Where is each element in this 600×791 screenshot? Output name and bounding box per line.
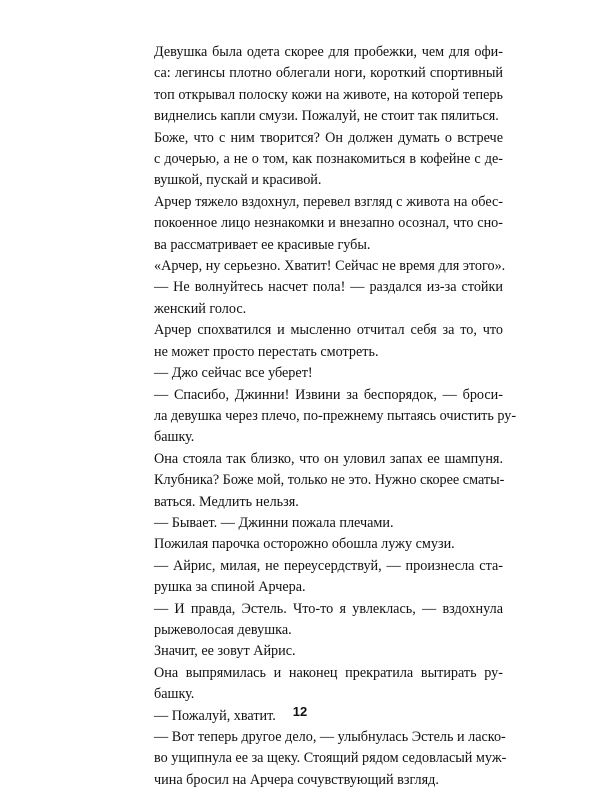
paragraph	[133, 449, 503, 513]
text-line: Клубника? Боже мой, только не это. Нужно скорее сматы-	[154, 472, 505, 489]
text-line: вушкой, пускай и красивой.	[154, 172, 322, 189]
text-line: Она стояла так близко, что он уловил запах ее шампуня.	[154, 450, 503, 467]
paragraph	[133, 513, 503, 534]
text-line: во ущипнула ее за щеку. Стоящий рядом седовласый муж-	[154, 750, 507, 767]
text-line: — Айрис, милая, не переусердствуй, — произнесла ста-	[154, 557, 503, 574]
text-line: — Спасибо, Джинни! Извини за беспорядок, — броси-	[154, 386, 503, 403]
text-line: Она выпрямилась и наконец прекратила вытирать ру-	[154, 664, 503, 681]
paragraph	[133, 42, 503, 128]
text-line: Пожилая парочка осторожно обошла лужу смузи.	[154, 536, 455, 553]
paragraph	[133, 599, 503, 642]
text-line: Значит, ее зовут Айрис.	[154, 643, 296, 660]
paragraph	[133, 128, 503, 192]
text-line: с дочерью, а не о том, как познакомиться в кофейне с де-	[154, 151, 503, 168]
text-line: башку.	[154, 429, 195, 446]
book-page-body	[133, 42, 517, 791]
text-line: топ открывал полоску кожи на животе, на которой теперь	[154, 86, 503, 103]
paragraph	[133, 727, 507, 791]
text-line: рыжеволосая девушка.	[154, 621, 292, 638]
text-line: женский голос.	[154, 300, 247, 317]
paragraph	[133, 534, 503, 555]
text-line: — Пожалуй, хватит.	[154, 707, 276, 724]
text-line: — Вот теперь другое дело, — улыбнулась Эстель и ласко-	[154, 729, 506, 745]
text-line: Арчер спохватился и мысленно отчитал себя за то, что	[154, 322, 503, 339]
text-line: — И правда, Эстель. Что-то я увлеклась, — вздохнула	[154, 600, 503, 617]
paragraph	[133, 663, 503, 706]
text-line: виднелись капли смузи. Пожалуй, не стоит так пялиться.	[154, 108, 499, 125]
text-line: башку.	[154, 686, 195, 703]
text-line: ла девушка через плечо, по-прежнему пытаясь очистить ру-	[154, 407, 517, 424]
text-line: рушка за спиной Арчера.	[154, 579, 306, 596]
text-line: — Бывает. — Джинни пожала плечами.	[154, 514, 394, 531]
text-line: ваться. Медлить нельзя.	[154, 493, 299, 510]
text-line: — Джо сейчас все уберет!	[154, 365, 313, 382]
paragraph	[133, 385, 517, 449]
paragraph	[133, 256, 506, 277]
paragraph	[133, 320, 503, 363]
text-line: чина бросил на Арчера сочувствующий взгляд.	[154, 771, 439, 788]
text-line: са: легинсы плотно облегали ноги, короткий спортивный	[154, 65, 503, 82]
paragraph	[133, 363, 503, 384]
paragraph	[133, 192, 503, 256]
text-line: «Арчер, ну серьезно. Хватит! Сейчас не время для этого».	[154, 258, 506, 275]
text-line: Девушка была одета скорее для пробежки, чем для офи-	[154, 44, 503, 60]
page-number: 12	[292, 704, 308, 719]
paragraph	[133, 277, 503, 320]
text-line: Боже, что с ним творится? Он должен думать о встрече	[154, 129, 503, 146]
text-line: — Не волнуйтесь насчет пола! — раздался из-за стойки	[154, 279, 503, 296]
paragraph	[133, 641, 503, 662]
text-line: ва рассматривает ее красивые губы.	[154, 236, 371, 253]
text-line: покоенное лицо незнакомки и внезапно осознал, что сно-	[154, 215, 503, 232]
text-line: не может просто перестать смотреть.	[154, 343, 379, 360]
text-line: Арчер тяжело вздохнул, перевел взгляд с живота на обес-	[154, 193, 503, 210]
paragraph	[133, 556, 503, 599]
